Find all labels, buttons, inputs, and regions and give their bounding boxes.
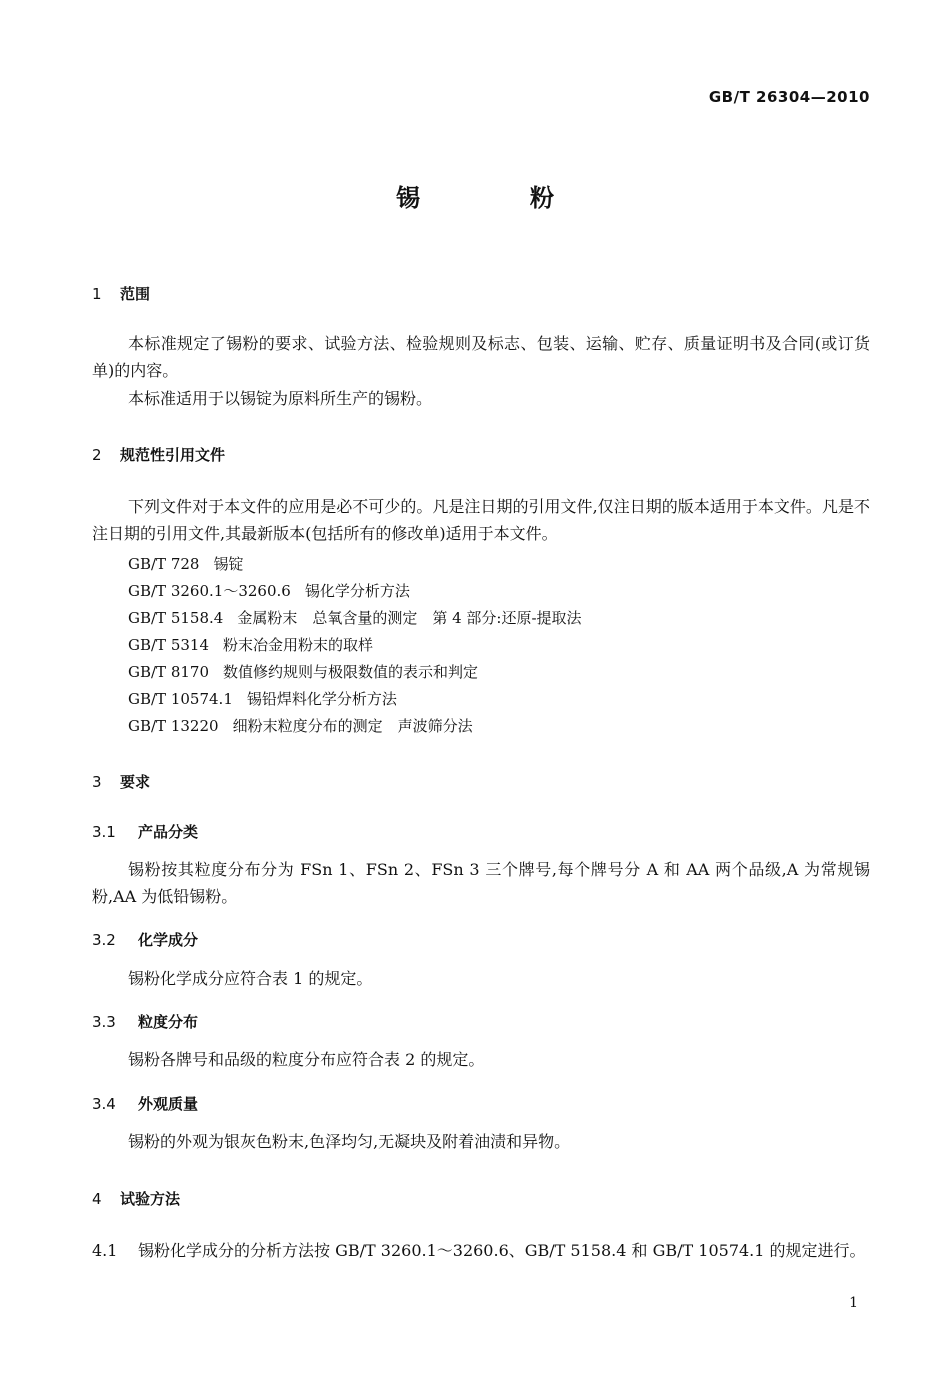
reference-item <box>128 580 410 601</box>
section-1-paragraph-2: 本标准适用于以锡锭为原料所生产的锡粉。 <box>128 389 433 408</box>
reference-title: 细粉末粒度分布的测定 声波筛分法 <box>232 717 473 735</box>
section-3-heading <box>92 771 150 792</box>
reference-title: 粉末冶金用粉末的取样 <box>223 636 374 654</box>
reference-item <box>128 661 478 682</box>
reference-item <box>128 607 582 628</box>
reference-title: 数值修约规则与极限数值的表示和判定 <box>223 663 479 681</box>
subsection-title: 化学成分 <box>138 931 199 949</box>
section-1-paragraph-1: 本标准规定了锡粉的要求、试验方法、检验规则及标志、包装、运输、贮存、质量证明书及合同(或订货单)的内容。 <box>92 334 870 380</box>
document-title: 锡粉 <box>396 184 664 212</box>
subsection-3-3-heading <box>92 1011 198 1032</box>
section-2-intro: 下列文件对于本文件的应用是必不可少的。凡是注日期的引用文件,仅注日期的版本适用于本文件。凡是不注日期的引用文件,其最新版本(包括所有的修改单)适用于本文件。 <box>92 497 870 543</box>
subsection-3-4-text: 锡粉的外观为银灰色粉末,色泽均匀,无凝块及附着油渍和异物。 <box>128 1132 571 1151</box>
subsection-3-1-heading <box>92 821 198 842</box>
subsection-number: 3.1 <box>92 823 116 841</box>
subsection-3-4-heading <box>92 1093 198 1114</box>
reference-title: 锡化学分析方法 <box>304 582 410 600</box>
subsection-3-1-text: 锡粉按其粒度分布分为 FSn 1、FSn 2、FSn 3 三个牌号,每个牌号分 A 和 AA 两个品级,A 为常规锡粉,AA 为低铅锡粉。 <box>92 860 870 906</box>
reference-title: 锡锭 <box>213 555 244 573</box>
reference-item <box>128 553 243 574</box>
section-title: 范围 <box>120 285 151 303</box>
section-number: 1 <box>92 285 102 303</box>
section-number: 2 <box>92 446 102 464</box>
clause-4-1 <box>92 1237 870 1264</box>
subsection-number: 3.4 <box>92 1095 116 1113</box>
clause-text: 锡粉化学成分的分析方法按 GB/T 3260.1～3260.6、GB/T 5158.4 和 GB/T 10574.1 的规定进行。 <box>138 1241 866 1260</box>
reference-code: GB/T 13220 <box>128 717 219 735</box>
reference-code: GB/T 5158.4 <box>128 609 224 627</box>
subsection-title: 外观质量 <box>138 1095 199 1113</box>
subsection-title: 产品分类 <box>138 823 199 841</box>
reference-title: 锡铅焊料化学分析方法 <box>246 690 397 708</box>
reference-code: GB/T 10574.1 <box>128 690 233 708</box>
section-title: 要求 <box>120 773 151 791</box>
section-number: 4 <box>92 1190 102 1208</box>
section-2-heading <box>92 444 225 465</box>
subsection-3-2-text: 锡粉化学成分应符合表 1 的规定。 <box>128 969 373 988</box>
section-1-heading <box>92 283 150 304</box>
section-title: 试验方法 <box>120 1190 181 1208</box>
subsection-title: 粒度分布 <box>138 1013 199 1031</box>
subsection-3-3-text: 锡粉各牌号和品级的粒度分布应符合表 2 的规定。 <box>128 1050 485 1069</box>
section-title: 规范性引用文件 <box>120 446 226 464</box>
section-number: 3 <box>92 773 102 791</box>
reference-code: GB/T 5314 <box>128 636 210 654</box>
reference-code: GB/T 8170 <box>128 663 210 681</box>
subsection-3-2-heading <box>92 929 198 950</box>
reference-code: GB/T 728 <box>128 555 200 573</box>
subsection-number: 3.3 <box>92 1013 116 1031</box>
reference-item <box>128 634 373 655</box>
reference-code: GB/T 3260.1～3260.6 <box>128 582 291 600</box>
standard-code: GB/T 26304—2010 <box>708 88 870 106</box>
reference-title: 金属粉末 总氧含量的测定 第 4 部分:还原-提取法 <box>237 609 582 627</box>
reference-item <box>128 688 397 709</box>
subsection-number: 3.2 <box>92 931 116 949</box>
page-number: 1 <box>849 1295 858 1311</box>
section-4-heading <box>92 1188 180 1209</box>
reference-item <box>128 715 473 736</box>
clause-number: 4.1 <box>92 1241 118 1260</box>
